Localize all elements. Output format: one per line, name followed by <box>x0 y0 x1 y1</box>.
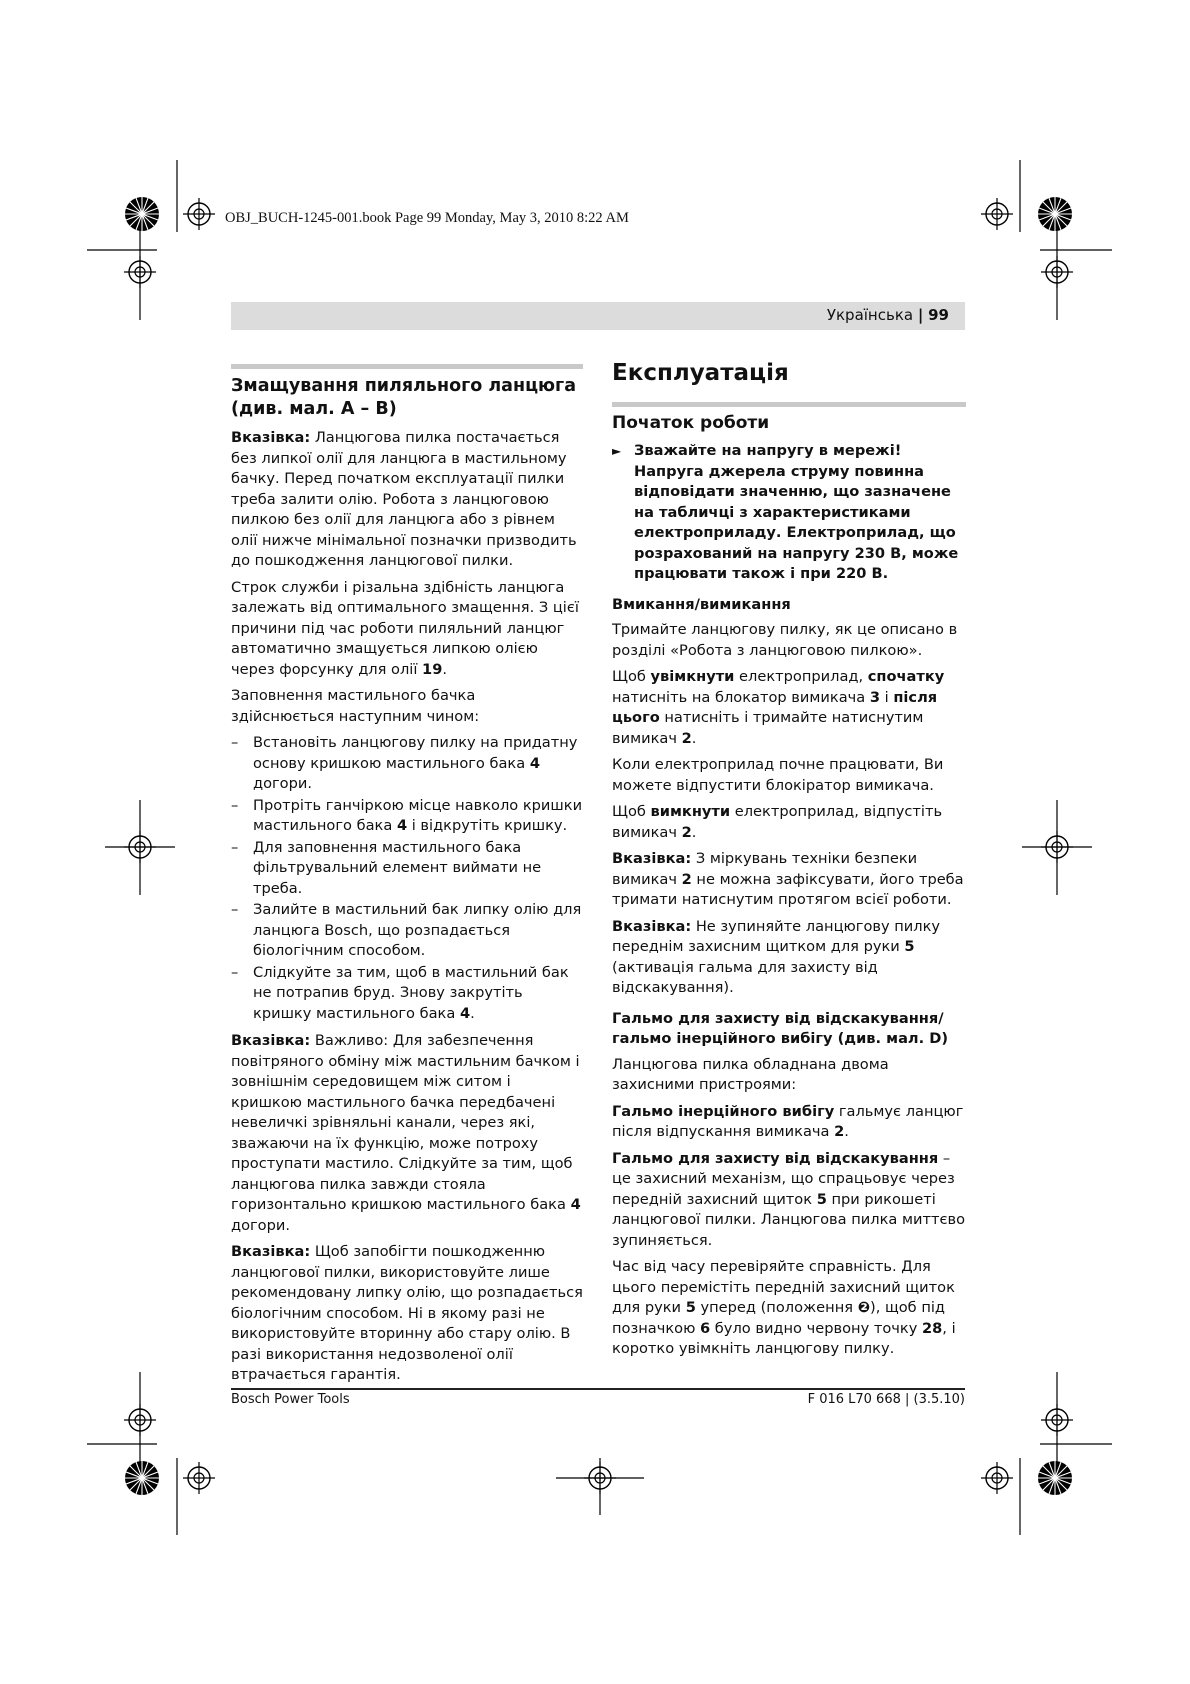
chapter-title: Експлуатація <box>612 360 789 386</box>
registration-cross-2 <box>981 198 1013 230</box>
text-bold: 5 <box>904 938 915 955</box>
note-ref: 4 <box>570 1196 581 1213</box>
footer-brand: Bosch Power Tools <box>231 1392 350 1407</box>
text: (активація гальма для захисту від відскакування). <box>612 958 878 996</box>
page-header-text <box>827 306 949 324</box>
list-item-end: . <box>470 1004 475 1022</box>
list-item-end: і відкрутіть кришку. <box>407 817 568 834</box>
paragraph-note-1 <box>231 428 583 572</box>
text-bold: 28 <box>921 1319 943 1337</box>
page-header-bar <box>231 302 965 330</box>
paragraph-run-down-brake <box>612 1102 966 1143</box>
para2-text: Строк служби і різальна здібність ланцюга залежать від оптимального змащення. З цієї причини під час роботи пиляльний ланцюг автоматично змащується липкою олією через форсунку для олії <box>231 578 579 678</box>
text: гальмує ланцюг після відпускання вимикача <box>612 1102 964 1140</box>
list-item: – Залийте в мастильний бак липку олію для ланцюга Bosch, що розпадається біологічним способом. <box>231 900 583 962</box>
text-bold: 2 <box>681 729 692 747</box>
text: З міркувань техніки безпеки вимикач <box>612 850 918 888</box>
text-bold: після цього <box>612 688 938 726</box>
note-label: Вказівка: <box>612 850 692 867</box>
list-item-text: Встановіть ланцюгову пилку на придатну основу кришкою мастильного бака <box>253 734 578 772</box>
text-bold: 3 <box>869 688 880 706</box>
para2-ref: 19 <box>422 660 443 678</box>
list-item: – Для заповнення мастильного бака фільтрувальний елемент виймати не треба. <box>231 838 583 900</box>
text-bold: Гальмо інерційного вибігу <box>612 1102 835 1120</box>
header-language: Українська <box>826 306 914 324</box>
text: електроприлад, відпустіть вимикач <box>612 803 943 841</box>
warning-text: Зважайте на напругу в мережі! Напруга джерела струму повинна відповідати значенню, що зазначене на табличці з характеристиками електроприладу. Електроприлад, що розрахований на напругу 230 В, може працювати також і при 220 В. <box>634 442 959 582</box>
para2-end: . <box>442 660 447 678</box>
text: . <box>691 823 697 841</box>
text-bold: 6 <box>700 1319 711 1337</box>
text: . <box>844 1123 849 1140</box>
left-column <box>231 364 583 1392</box>
paragraph-note-handguard <box>612 917 966 999</box>
page-number: 99 <box>928 306 949 324</box>
registration-star-top-right <box>1038 197 1072 231</box>
list-item-ref: 4 <box>459 1004 471 1022</box>
text: натисніть і тримайте натиснутим вимикач <box>612 709 924 747</box>
footer-divider <box>231 1388 965 1390</box>
paragraph-check-function <box>612 1257 966 1360</box>
list-item-text: Слідкуйте за тим, щоб в мастильний бак не потрапив бруд. Знову закрутіть кришку мастильного бака <box>253 963 569 1022</box>
bullet-arrow-icon: ► <box>612 444 622 458</box>
paragraph-release-lock: Коли електроприлад почне працювати, Ви можете відпустити блокіратор вимикача. <box>612 756 944 794</box>
list-item-ref: 4 <box>529 754 540 772</box>
paragraph-3: Заповнення мастильного бачка здійснюється наступним чином: <box>231 687 480 725</box>
text: . <box>691 729 697 747</box>
paragraph-note-2 <box>231 1031 583 1236</box>
note-end: догори. <box>231 1216 291 1234</box>
note-text: Щоб запобігти пошкодженню ланцюгової пилки, використовуйте лише рекомендовану липку олію, що розпадається біологічним способом. Ні в якому разі не використовуйте вторинну або стару олію. В разі використання недозволеної олії втрачається гарантія. <box>231 1243 583 1383</box>
note-label: Вказівка: <box>231 429 311 446</box>
note-label: Вказівка: <box>612 917 692 935</box>
print-info-line: OBJ_BUCH-1245-001.book Page 99 Monday, May 3, 2010 8:22 AM <box>225 210 629 226</box>
right-column <box>612 360 966 1366</box>
registration-cross-11 <box>981 1462 1013 1494</box>
text: натисніть на блокатор вимикача <box>612 688 870 706</box>
text: уперед (положення <box>695 1299 858 1316</box>
text: при рикошеті ланцюгової пилки. Ланцюгова пилка миттєво зупиняється. <box>612 1190 966 1249</box>
registration-star-bottom-right <box>1038 1461 1072 1495</box>
text-bold: 2 <box>681 870 692 888</box>
list-item-text: Протріть ганчіркою місце навколо кришки мастильного бака <box>253 796 583 834</box>
list-item <box>231 733 583 795</box>
paragraph-note-safety <box>612 849 966 911</box>
paragraph-switch-off <box>612 802 966 843</box>
note-text: Ланцюгова пилка постачається без липкої олії для ланцюга в мастильному бачку. Перед початком експлуатації пилки треба залити олію. Робота з ланцюговою пилкою без олії для ланцюга або з рівнем олії нижче мінімальної позначки призводить до пошкодження ланцюгової пилки. <box>231 429 577 569</box>
text: Щоб <box>612 803 651 820</box>
subheading-kickback-brake: Гальмо для захисту від відскакування/ гальмо інерційного вибігу (див. мал. D) <box>612 1009 949 1047</box>
position-2-icon: ❷ <box>857 1299 871 1316</box>
list-item-ref: 4 <box>396 817 408 834</box>
text: , і коротко увімкніть ланцюгову пилку. <box>612 1319 956 1357</box>
text-bold: 5 <box>685 1299 696 1316</box>
filling-steps-list <box>231 733 583 1024</box>
text: було видно червону точку <box>710 1319 922 1337</box>
text-bold: вимкнути <box>650 803 731 820</box>
subheading-on-off: Вмикання/вимикання <box>612 595 791 613</box>
note-text: Важливо: Для забезпечення повітряного обміну між мастильним бачком і зовнішнім середовищем між ситом і кришкою мастильного бачка передбачені невеличкі зрівняльні канали, через які, зважаючи на їх функцію, може потроху проступати мастило. Слідкуйте за тим, щоб ланцюгова пилка завжди стояла горизонтально кришкою мастильного бака <box>231 1032 580 1213</box>
list-item-end: догори. <box>253 775 313 792</box>
text: і <box>880 688 894 706</box>
text: – це захисний механізм, що спрацьовує через передній захисний щиток <box>612 1149 955 1208</box>
list-item <box>231 963 583 1025</box>
paragraph-two-devices: Ланцюгова пилка обладнана двома захисними пристроями: <box>612 1055 889 1093</box>
registration-cross-9 <box>183 1462 215 1494</box>
paragraph-2 <box>231 578 583 681</box>
text-bold: 2 <box>681 823 692 841</box>
text: електроприлад, <box>734 668 868 685</box>
text: не можна зафіксувати, його треба тримати натиснутим протягом всієї роботи. <box>612 870 964 908</box>
note-label: Вказівка: <box>231 1243 311 1260</box>
paragraph-note-3 <box>231 1242 583 1386</box>
text: Не зупиняйте ланцюгову пилку переднім захисним щитком для руки <box>612 917 941 955</box>
text-bold: 2 <box>834 1123 845 1140</box>
text-bold: 5 <box>816 1190 827 1208</box>
text: ), щоб під позначкою <box>612 1299 946 1337</box>
section-heading-start: Початок роботи <box>612 402 966 435</box>
note-label: Вказівка: <box>231 1032 311 1049</box>
text: Щоб <box>612 668 651 685</box>
paragraph-hold-saw: Тримайте ланцюгову пилку, як це описано в розділі «Робота з ланцюговою пилкою». <box>612 621 958 659</box>
text-bold: увімкнути <box>650 668 735 685</box>
text: Час від часу перевіряйте справність. Для цього перемістіть передній захисний щиток для руки <box>612 1258 955 1316</box>
footer-doc-number: F 016 L70 668 | (3.5.10) <box>807 1392 965 1407</box>
registration-star-bottom-left <box>125 1461 159 1495</box>
warning-item <box>612 441 966 585</box>
text-bold: спочатку <box>867 668 945 685</box>
header-separator: | <box>917 306 924 324</box>
section-heading-lubrication: Змащування пиляльного ланцюга (див. мал. A – B) <box>231 364 583 421</box>
registration-star-top-left <box>125 197 159 231</box>
paragraph-switch-on <box>612 667 966 749</box>
registration-cross-1 <box>183 198 215 230</box>
paragraph-kickback-brake <box>612 1149 966 1252</box>
list-item <box>231 796 583 837</box>
text-bold: Гальмо для захисту від відскакування <box>612 1149 939 1167</box>
